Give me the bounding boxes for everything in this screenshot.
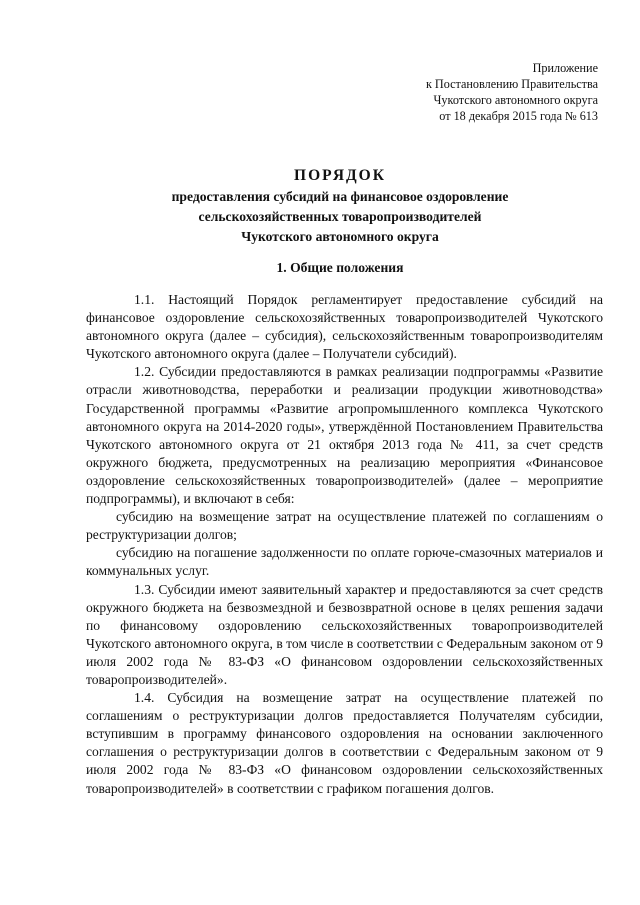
title-main: ПОРЯДОК [294, 167, 386, 184]
appendix-line-1: Приложение [532, 61, 598, 75]
appendix-line-2: к Постановлению Правительства [425, 77, 598, 91]
document-body [86, 291, 603, 798]
title-line-1: предоставления субсидий на финансовое оздоровление [171, 189, 509, 204]
section-heading: 1. Общие положения [276, 260, 404, 275]
document-title [60, 165, 620, 247]
paragraph-1-3: 1.3. Субсидии имеют заявительный характер и предоставляются за счет средств окружного бюджета на безвозмездной и безвозвратной основе в целях решения задачи по финансовому оздоровлению сельскохозяйственных товаропроизводителей Чукотского автономного округа, в том числе в соответствии с Федеральным законом от 9 июля 2002 года № 83-ФЗ «О финансовом оздоровлении сельскохозяйственных товаропроизводителей». [86, 581, 603, 687]
list-item-subsidy-1: субсидию на возмещение затрат на осуществление платежей по соглашениям о реструктуризации долгов; [86, 509, 603, 543]
title-line-3: Чукотского автономного округа [241, 229, 439, 244]
appendix-line-4: от 18 декабря 2015 года № 613 [439, 109, 598, 123]
list-item-subsidy-2: субсидию на погашение задолженности по оплате горюче-смазочных материалов и коммунальных услуг. [86, 545, 603, 579]
paragraph-1-2: 1.2. Субсидии предоставляются в рамках реализации подпрограммы «Развитие отрасли животноводства, переработки и реализации продукции животноводства» Государственной программы «Развитие агропромышленного комплекса Чукотского автономного округа на 2014-2020 годы», утверждённой Постановлением Правительства Чукотского автономного округа от 21 октября 2013 года № 411, за счет средств окружного бюджета, предусмотренных на реализацию мероприятия «Финансовое оздоровление сельскохозяйственных товаропроизводителей» (далее – мероприятие подпрограммы), и включают в себя: [86, 364, 603, 507]
paragraph-1-4: 1.4. Субсидия на возмещение затрат на осуществление платежей по соглашениям о реструктуризации долгов предоставляется Получателям субсидии, вступившим в программу финансового оздоровления на основании заключенного соглашения о реструктуризации долгов в соответствии с Федеральным законом от 9 июля 2002 года № 83-ФЗ «О финансовом оздоровлении сельскохозяйственных товаропроизводителей» в соответствии с графиком погашения долгов. [86, 690, 603, 796]
appendix-line-3: Чукотского автономного округа [433, 93, 598, 107]
paragraph-1-1: 1.1. Настоящий Порядок регламентирует предоставление субсидий на финансовое оздоровление сельскохозяйственных товаропроизводителей Чукотского автономного округа (далее – субсидия), сельскохозяйственным товаропроизводителям Чукотского автономного округа (далее – Получатели субсидий). [86, 292, 603, 362]
title-line-2: сельскохозяйственных товаропроизводителей [198, 209, 482, 224]
appendix-header [338, 60, 598, 124]
